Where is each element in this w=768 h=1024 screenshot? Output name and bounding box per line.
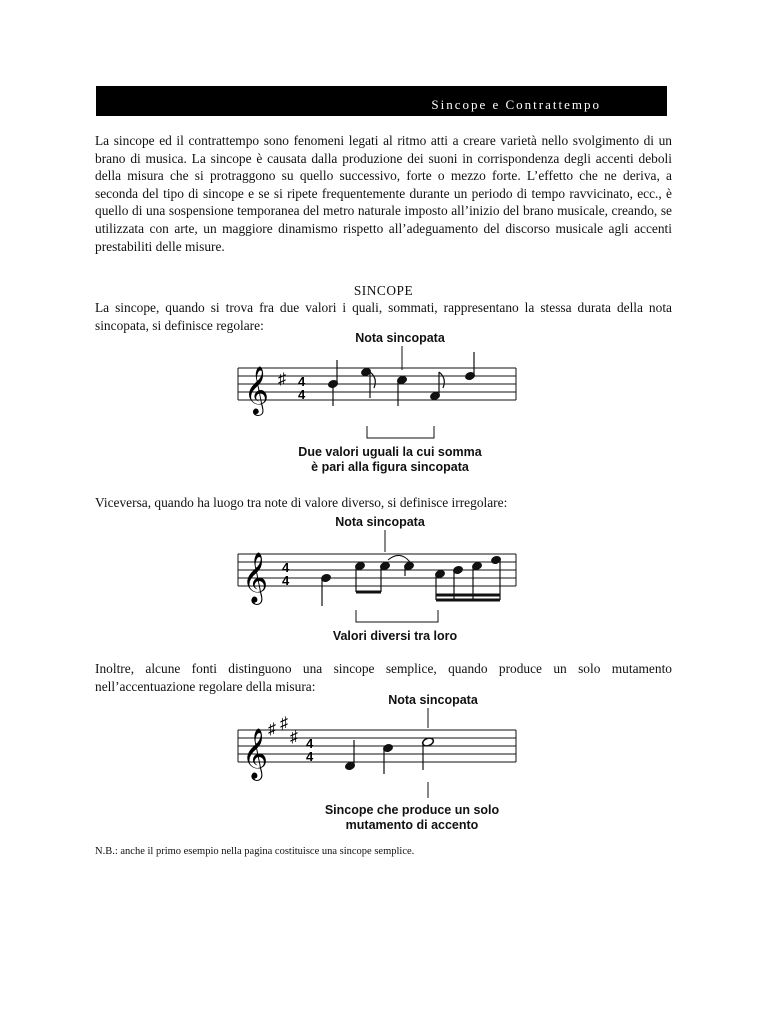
time-signature-top: 4 bbox=[298, 374, 306, 389]
time-signature-bottom: 4 bbox=[298, 387, 306, 402]
music-staff bbox=[238, 730, 516, 762]
regular-syncope-paragraph: La sincope, quando si trova fra due valori i quali, sommati, rappresentano la stessa durata della nota sincopata, si definisce regolare: bbox=[95, 300, 672, 333]
bracket bbox=[356, 610, 438, 622]
footnote: N.B.: anche il primo esempio nella pagina costituisce una sincope semplice. bbox=[95, 846, 415, 857]
syncopated-note-label: Nota sincopata bbox=[388, 693, 478, 707]
syncopated-note-label: Nota sincopata bbox=[355, 331, 445, 345]
regular-bottom-label-1: Due valori uguali la cui somma bbox=[298, 445, 482, 459]
sharp-icon: ♯ bbox=[268, 721, 276, 738]
treble-clef-icon: 𝄞 bbox=[242, 553, 269, 602]
time-signature-top: 4 bbox=[306, 736, 314, 751]
music-staff bbox=[238, 554, 516, 586]
header-bar bbox=[96, 86, 667, 116]
simple-syncope-paragraph: Inoltre, alcune fonti distinguono una sincope semplice, quando produce un solo mutamento nell’accentuazione regolare della misura: bbox=[95, 661, 672, 694]
simple-syncope-example bbox=[230, 690, 520, 834]
regular-bottom-label-2: è pari alla figura sincopata bbox=[311, 460, 469, 474]
intro-paragraph: La sincope ed il contrattempo sono fenomeni legati al ritmo atti a creare varietà nello svolgimento di un brano di musica. La sincope è causata dalla produzione dei suoni in corrispondenza degli accenti deboli della misura che si protraggono su quello successivo, forte o mezzo forte. L’effetto che ne deriva, a seconda del tipo di sincope e se si ripete frequentemente durante un periodo di tempo ravvicinato, ecc., è quello di una sospensione temporanea del metro naturale imposto all’inizio del brano musicale, creando, se utilizzata con arte, un maggiore dinamismo rispetto all’adeguamento del discorso musicale agli accenti prestabiliti delle misure. bbox=[95, 133, 672, 254]
sharp-icon: ♯ bbox=[280, 715, 288, 732]
treble-clef-icon: 𝄞 bbox=[244, 366, 269, 413]
bracket bbox=[367, 426, 434, 438]
section-heading: SINCOPE bbox=[353, 283, 414, 298]
simple-bottom-label-1: Sincope che produce un solo bbox=[324, 803, 500, 817]
page-title: Sincope e Contrattempo bbox=[431, 97, 601, 112]
simple-bottom-label-2: mutamento di accento bbox=[345, 818, 479, 832]
time-signature-bottom: 4 bbox=[306, 749, 314, 764]
treble-clef-icon: 𝄞 bbox=[242, 729, 269, 778]
irregular-syncope-example bbox=[230, 514, 520, 646]
regular-syncope-example bbox=[230, 330, 520, 480]
time-signature-bottom: 4 bbox=[282, 573, 290, 588]
notes bbox=[321, 555, 502, 606]
notes bbox=[345, 737, 435, 774]
irregular-bottom-label: Valori diversi tra loro bbox=[332, 629, 458, 643]
irregular-syncope-paragraph: Viceversa, quando ha luogo tra note di valore diverso, si definisce irregolare: bbox=[95, 495, 508, 510]
sharp-icon: ♯ bbox=[278, 371, 286, 388]
sharp-icon: ♯ bbox=[290, 729, 298, 746]
syncopated-note-label: Nota sincopata bbox=[335, 515, 425, 529]
time-signature-top: 4 bbox=[282, 560, 290, 575]
